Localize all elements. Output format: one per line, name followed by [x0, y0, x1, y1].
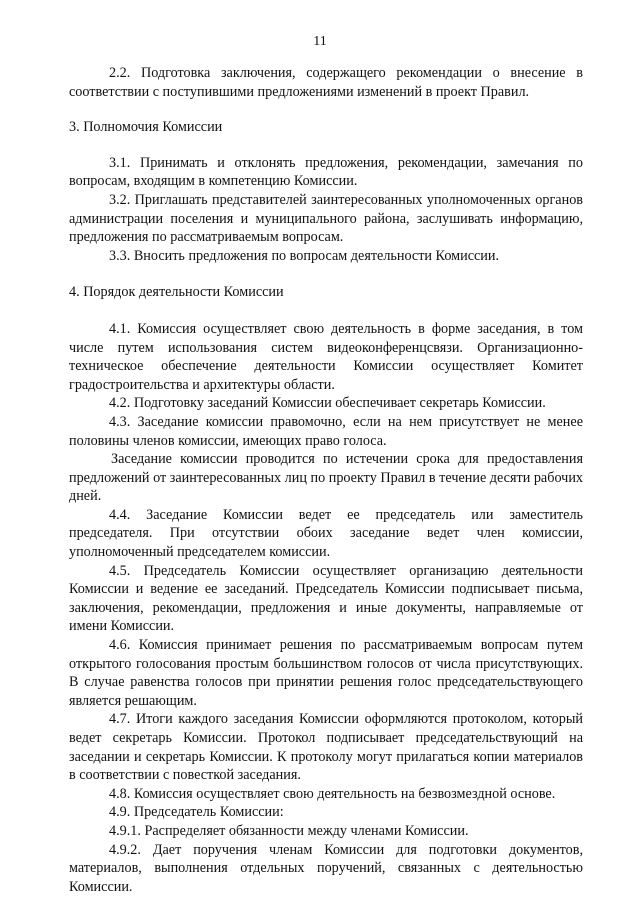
section-heading-4: 4. Порядок деятельности Комиссии	[69, 284, 284, 301]
section-heading-3: 3. Полномочия Комиссии	[69, 119, 223, 136]
document-body	[69, 64, 583, 896]
paragraph-4-3: 4.3. Заседание комиссии правомочно, если на нем присутствует не менее половины членов комиссии, имеющих право голоса.	[69, 413, 583, 449]
paragraph-4-8: 4.8. Комиссия осуществляет свою деятельность на безвозмездной основе.	[109, 785, 556, 802]
paragraph-4-9-2: 4.9.2. Дает поручения членам Комиссии для подготовки документов, материалов, выполнения отдельных поручений, связанных с деятельностью Комиссии.	[69, 841, 583, 895]
spacer	[69, 101, 583, 118]
paragraph-4-3-continued: Заседание комиссии проводится по истечении срока для предоставления предложений от заинтересованных лиц по проекту Правил в течение десяти рабочих дней.	[69, 451, 583, 505]
paragraph-2-2: 2.2. Подготовка заключения, содержащего рекомендации о внесение в соответствии с поступившими предложениями изменений в проект Правил.	[69, 65, 583, 100]
paragraph-4-2: 4.2. Подготовку заседаний Комиссии обеспечивает секретарь Комиссии.	[109, 395, 546, 412]
page-number: 11	[313, 34, 327, 49]
paragraph-4-6: 4.6. Комиссия принимает решения по рассматриваемым вопросам путем открытого голосования простым большинством голосов от числа присутствующих. В случае равенства голосов при принятии решения голос председательствующего является решающим.	[69, 637, 583, 709]
paragraph-3-2: 3.2. Приглашать представителей заинтересованных уполномоченных органов администрации поселения и муниципального района, заслушивать информацию, предложения по рассматриваемым вопросам.	[69, 191, 583, 246]
spacer	[69, 302, 583, 320]
paragraph-4-9: 4.9. Председатель Комиссии:	[109, 804, 284, 821]
paragraph-4-1: 4.1. Комиссия осуществляет свою деятельность в форме заседания, в том числе путем использования систем видеоконференцсвязи. Организационно-техническое обеспечение деятельности Комиссии осуществляет Комитет градостроительства и архитектуры области.	[69, 320, 583, 393]
paragraph-4-7: 4.7. Итоги каждого заседания Комиссии оформляются протоколом, который ведет секретарь Комиссии. Протокол подписывает председательствующий на заседании и секретарь Комиссии. К протоколу могут прилагаться копии материалов в соответствии с повесткой заседания.	[69, 711, 583, 784]
paragraph-3-3: 3.3. Вносить предложения по вопросам деятельности Комиссии.	[109, 247, 500, 264]
paragraph-4-5: 4.5. Председатель Комиссии осуществляет организацию деятельности Комиссии и ведение ее заседаний. Председатель Комиссии подписывает письма, заключения, рекомендации, предложения и иные документы, направляемые от имени Комиссии.	[69, 562, 583, 635]
spacer	[69, 137, 583, 154]
paragraph-4-4: 4.4. Заседание Комиссии ведет ее председатель или заместитель председателя. При отсутствии обоих заседание ведет член комиссии, уполномоченный председателем комиссии.	[69, 506, 583, 561]
paragraph-3-1: 3.1. Принимать и отклонять предложения, рекомендации, замечания по вопросам, входящим в компетенцию Комиссии.	[69, 154, 583, 190]
paragraph-4-9-1: 4.9.1. Распределяет обязанности между членами Комиссии.	[109, 822, 469, 839]
spacer	[69, 265, 583, 283]
